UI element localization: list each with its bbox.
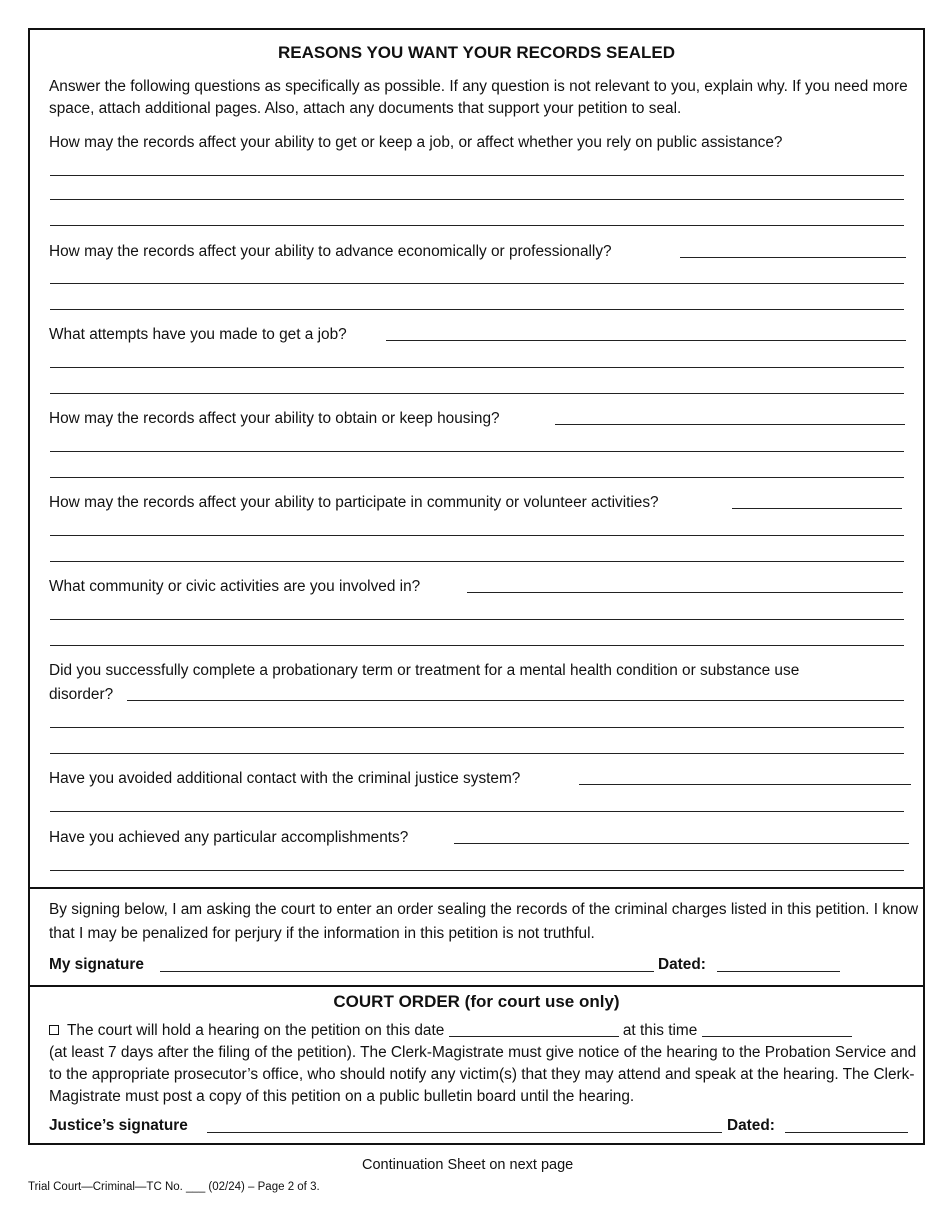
answer-line-housing-0[interactable] bbox=[555, 424, 905, 425]
hearing-date-text: The court will hold a hearing on the petition on this date bbox=[67, 1022, 445, 1039]
my-dated-label: Dated: bbox=[658, 956, 706, 973]
answer-line-job-2[interactable] bbox=[50, 199, 904, 200]
question-job: How may the records affect your ability to get or keep a job, or affect whether you rely on public assistance? bbox=[49, 134, 783, 151]
hearing-checkbox[interactable] bbox=[49, 1025, 59, 1035]
justice-signature-field[interactable] bbox=[207, 1132, 722, 1133]
answer-line-attempts-1[interactable] bbox=[50, 367, 904, 368]
section-divider bbox=[30, 985, 923, 987]
answer-line-advance-1[interactable] bbox=[50, 283, 904, 284]
form-footer: Trial Court—Criminal—TC No. ___ (02/24) – Page 2 of 3. bbox=[28, 1181, 320, 1193]
section-title-reasons: REASONS YOU WANT YOUR RECORDS SEALED bbox=[277, 43, 676, 62]
form-frame bbox=[28, 28, 925, 1145]
answer-line-accomplishments-1[interactable] bbox=[50, 870, 904, 871]
hearing-time-text: at this time bbox=[622, 1022, 698, 1039]
question-accomplishments: Have you achieved any particular accomplishments? bbox=[49, 829, 409, 846]
question-avoided-contact: Have you avoided additional contact with the criminal justice system? bbox=[49, 770, 521, 787]
question-community-participation: How may the records affect your ability to participate in community or volunteer activities? bbox=[49, 494, 659, 511]
hearing-line bbox=[49, 1020, 852, 1042]
answer-line-accomplishments-0[interactable] bbox=[454, 843, 909, 844]
answer-line-advance-0[interactable] bbox=[680, 257, 906, 258]
answer-line-probation-1[interactable] bbox=[50, 727, 904, 728]
question-housing: How may the records affect your ability to obtain or keep housing? bbox=[49, 410, 500, 427]
hearing-notice-text: (at least 7 days after the filing of the petition). The Clerk-Magistrate must give notice of the hearing to the Probation Service and to the appropriate prosecutor’s office, who should notify any victim(s) that they may attend and speak at the hearing. The Clerk-Magistrate must post a copy of this petition on a public bulletin board until the hearing. bbox=[49, 1044, 917, 1105]
instructions: Answer the following questions as specifically as possible. If any question is not relevant to you, explain why. If you need more space, attach additional pages. Also, attach any documents that support your petition to seal. bbox=[49, 78, 908, 117]
answer-line-participation-1[interactable] bbox=[50, 535, 904, 536]
hearing-time-field[interactable] bbox=[702, 1022, 852, 1037]
answer-line-participation-2[interactable] bbox=[50, 561, 904, 562]
my-signature-label: My signature bbox=[49, 956, 144, 973]
answer-line-participation-0[interactable] bbox=[732, 508, 902, 509]
answer-line-attempts-0[interactable] bbox=[386, 340, 906, 341]
my-signature-field[interactable] bbox=[160, 971, 654, 972]
answer-line-civic-0[interactable] bbox=[467, 592, 903, 593]
justice-signature-label: Justice’s signature bbox=[49, 1117, 188, 1134]
answer-line-advance-2[interactable] bbox=[50, 309, 904, 310]
hearing-date-field[interactable] bbox=[449, 1022, 619, 1037]
question-job-attempts: What attempts have you made to get a job? bbox=[49, 326, 347, 343]
question-probation-treatment: Did you successfully complete a probationary term or treatment for a mental health condition or substance use bbox=[49, 662, 800, 679]
answer-line-avoided-0[interactable] bbox=[579, 784, 911, 785]
answer-line-probation-2[interactable] bbox=[50, 753, 904, 754]
answer-line-civic-2[interactable] bbox=[50, 645, 904, 646]
answer-line-job-1[interactable] bbox=[50, 175, 904, 176]
answer-line-avoided-1[interactable] bbox=[50, 811, 904, 812]
perjury-statement: By signing below, I am asking the court to enter an order sealing the records of the criminal charges listed in this petition. I know that I may be penalized for perjury if the information in this petition is not truthful. bbox=[49, 901, 919, 942]
answer-line-probation-0[interactable] bbox=[127, 700, 904, 701]
question-probation-treatment-cont: disorder? bbox=[49, 686, 114, 703]
answer-line-attempts-2[interactable] bbox=[50, 393, 904, 394]
justice-dated-field[interactable] bbox=[785, 1132, 908, 1133]
question-advance: How may the records affect your ability to advance economically or professionally? bbox=[49, 243, 612, 260]
answer-line-civic-1[interactable] bbox=[50, 619, 904, 620]
answer-line-housing-1[interactable] bbox=[50, 451, 904, 452]
answer-line-job-3[interactable] bbox=[50, 225, 904, 226]
answer-line-housing-2[interactable] bbox=[50, 477, 904, 478]
section-divider bbox=[30, 887, 923, 889]
my-dated-field[interactable] bbox=[717, 971, 840, 972]
question-civic-activities: What community or civic activities are you involved in? bbox=[49, 578, 421, 595]
continuation-note: Continuation Sheet on next page bbox=[362, 1157, 574, 1173]
section-title-court-order: COURT ORDER (for court use only) bbox=[333, 992, 620, 1011]
justice-dated-label: Dated: bbox=[727, 1117, 775, 1134]
